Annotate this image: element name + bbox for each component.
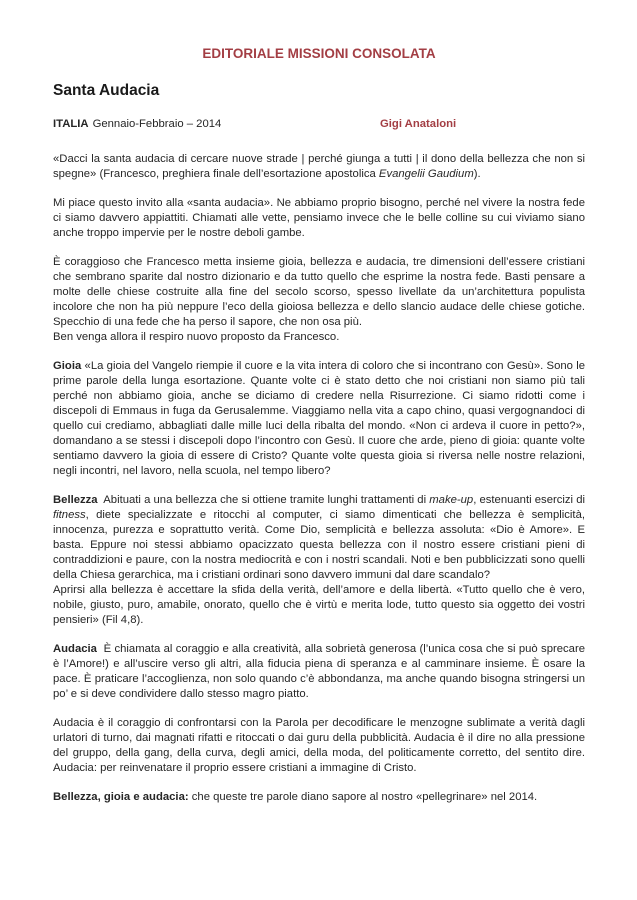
paragraph: Audacia è il coraggio di confrontarsi con la Parola per decodificare le menzogne sublimate a verità dagli urlatori di turno, dai magnati rifatti e ritoccati o dai guru della pubblicità. Audacia è il dire no alla pressione del gruppo, della gang, della curva, degli amici, della moda, del politicamente corretto, del sentito dire. Audacia: per reinvenatare il proprio essere cristiani a immagine di Cristo. — [53, 717, 585, 774]
page-header: EDITORIALE MISSIONI CONSOLATA — [202, 46, 436, 61]
paragraph: Mi piace questo invito alla «santa audacia». Ne abbiamo proprio bisogno, perché nel vivere la nostra fede ci siamo davvero appiattiti. Chiamati alle vette, pensiamo invece che le belle colline su cui viviamo siano anche troppo impervie per le nostre deboli gambe. — [53, 197, 585, 239]
paragraph: Bellezza Abituati a una bellezza che si ottiene tramite lunghi trattamenti di make-up, estenuanti esercizi di fitness, diete specializzate e ritocchi al computer, ci siamo dimenticati che bellezza è semplicità, innocenza, purezza e soprattutto verità. Come Dio, semplicità e bellezza assoluta: «Dio è Amore». E basta. Eppure noi stessi abbiamo opacizzato questa bellezza con il nostro essere cristiani pieni di contraddizioni e paure, con la nostra mediocrità e con i nostri scandali. Noti e ben pubblicizzati sono quelli della Chiesa gerarchica, ma i cristiani ordinari sono davvero immuni dal dare scandalo? Aprirsi alla bellezza è accettare la sfida della verità, dell’amore e della libertà. «Tutto quello che è vero, nobile, giusto, puro, amabile, onorato, quello che è virtù e merita lode, tutto questo sia oggetto dei vostri pensieri» (Fil 4,8). — [53, 494, 585, 626]
paragraph: Gioia «La gioia del Vangelo riempie il cuore e la vita intera di coloro che si incontrano con Gesù». Sono le prime parole della lunga esortazione. Quante volte ci è stato detto che noi cristiani non siamo più tali perché non abbiamo gioia, anche se diciamo di credere nella Risurrezione. Ci siamo ridotti come i discepoli di Emmaus in fuga da Gerusalemme. Viaggiamo nella vita a capo chino, quasi vergognandoci di quello cui crediamo, abbagliati dalle mille luci della ribalta del mondo. «Non ci ardeva il cuore in petto?», domandano a se stessi i discepoli dopo l’incontro con Gesù. Il cuore che arde, pieno di gioia: quante volte sentiamo davvero la gioia di essere di Cristo? Quante volte questa gioia si riversa nelle nostre relazioni, negli incontri, nel lavoro, nella scuola, nel tempo libero? — [53, 360, 585, 477]
byline — [53, 117, 585, 132]
page-title: Santa Audacia — [53, 82, 160, 99]
byline-location: ITALIA — [53, 118, 89, 130]
byline-date: Gennaio-Febbraio – 2014 — [92, 118, 222, 130]
paragraph: «Dacci la santa audacia di cercare nuove strade | perché giunga a tutti | il dono della bellezza che non si spegne» (Francesco, preghiera finale dell’esortazione apostolica Evangelii Gaudium). — [53, 153, 585, 180]
byline-author: Gigi Anataloni — [380, 118, 457, 130]
article-body — [53, 152, 585, 805]
byline-issue — [53, 117, 380, 132]
paragraph: Bellezza, gioia e audacia: che queste tre parole diano sapore al nostro «pellegrinare» nel 2014. — [53, 791, 538, 803]
paragraph: È coraggioso che Francesco metta insieme gioia, bellezza e audacia, tre dimensioni dell’essere cristiani che sembrano sparite dal nostro dizionario e da tutto quello che esprime la nostra fede. Basti pensare a molte delle chiese costruite alla fine del secolo scorso, spesso livellate da un’architettura populista incolore che non ha più neppure l’eco della gioiosa bellezza e dello slancio audace delle chiese gotiche. Specchio di una fede che ha perso il sapore, che non osa più. Ben venga allora il respiro nuovo proposto da Francesco. — [53, 256, 585, 343]
paragraph: Audacia È chiamata al coraggio e alla creatività, alla sobrietà generosa (l’unica cosa che si può sprecare è l’Amore!) e all’uscire verso gli altri, alla fiducia piena di speranza e al camminare insieme. È osare la pace. È praticare l’accoglienza, non solo quando c’è abbondanza, ma anche quando bisogna stringersi un po’ e si deve condividere dallo stesso magro piatto. — [53, 643, 585, 700]
